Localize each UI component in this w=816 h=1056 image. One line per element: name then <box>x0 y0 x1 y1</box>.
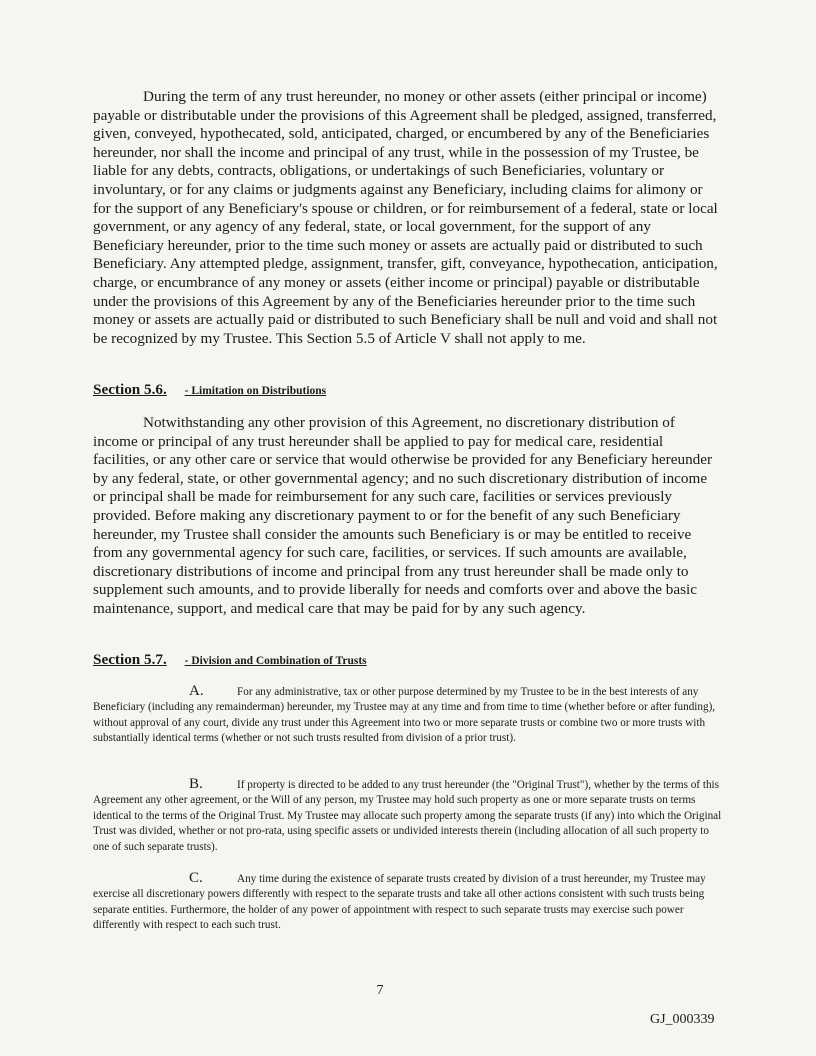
subsection-b-text: If property is directed to be added to any trust hereunder (the "Original Trust"), whether by the terms of this Agreement any other agreement, or the Will of any person, my Trustee may hold such property as one or more separate trusts on terms identical to the terms of the Original Trust. My Trustee may allocate such property among the separate trusts (if any) into which the Original Trust was divided, whether or not pro-rata, using specific assets or undivided interests therein (including allocation of all such property to one of such separate trusts). <box>93 779 722 853</box>
section-5-6-heading <box>93 381 326 400</box>
section-5-6-title: - Limitation on Distributions <box>184 385 327 397</box>
section-5-6-number: Section 5.6. <box>93 381 167 398</box>
subsection-a <box>93 684 723 747</box>
subsection-c-text: Any time during the existence of separate trusts created by division of a trust hereunder, my Trustee may exercise all discretionary powers differently with respect to the separate trusts and take all other actions consistent with such trusts being separate entities. Furthermore, the holder of any power of appointment with respect to such separate trusts may exercise such power differently with respect to each such trust. <box>93 873 706 932</box>
subsection-a-letter: A. <box>189 683 204 699</box>
subsection-c-letter: C. <box>189 870 203 886</box>
section-5-7-title: - Division and Combination of Trusts <box>184 655 367 667</box>
section-5-6-paragraph: Notwithstanding any other provision of this Agreement, no discretionary distribution of income or principal of any trust hereunder shall be applied to pay for medical care, residential facilities, or any other care or service that would otherwise be provided for any Beneficiary hereunder by any federal, state, or other governmental agency; and no such discretionary distribution of income or principal shall be made for reimbursement for any such care, facilities or services previously provided. Before making any discretionary payment to or for the benefit of any such Beneficiary hereunder, my Trustee shall consider the amounts such Beneficiary is or may be entitled to receive from any governmental agency for such care, facilities, or services. If such amounts are available, discretionary distributions of income and principal from any trust hereunder shall be made only to supplement such amounts, and to provide liberally for needs and comforts over and above the basic maintenance, support, and medical care that may be paid for by any such agency. <box>93 414 713 617</box>
subsection-b-letter: B. <box>189 776 203 792</box>
section-5-7-number: Section 5.7. <box>93 651 167 668</box>
subsection-a-text: For any administrative, tax or other purpose determined by my Trustee to be in the best interests of any Beneficiary (including any remainderman) hereunder, my Trustee may at any time and from time to time (whether before or after funding), without approval of any court, divide any trust under this Agreement into two or more separate trusts or combine two or more trusts with substantially identical terms (whether or not such trusts resulted from division of a prior trust). <box>93 686 716 745</box>
section-5-7-heading <box>93 651 367 670</box>
subsection-c <box>93 871 723 934</box>
page-number: 7 <box>376 983 384 998</box>
bates-number: GJ_000339 <box>650 1012 715 1027</box>
subsection-b <box>93 777 723 855</box>
section-5-5-paragraph: During the term of any trust hereunder, no money or other assets (either principal or income) payable or distributable under the provisions of this Agreement shall be pledged, assigned, transferred, given, conveyed, hypothecated, sold, anticipated, charged, or encumbered by any of the Beneficiaries hereunder, nor shall the income and principal of any trust, while in the possession of my Trustee, be liable for any debts, contracts, obligations, or undertakings of such Beneficiaries, voluntary or involuntary, or for any claims or judgments against any Beneficiary, including claims for alimony or for the support of any Beneficiary's spouse or children, or for reimbursement of a federal, state or local government, or any agency of any federal, state, or local government, for the support of any Beneficiary hereunder, prior to the time such money or assets are actually paid or distributed to such Beneficiary. Any attempted pledge, assignment, transfer, gift, conveyance, hypothecation, anticipation, charge, or encumbrance of any money or assets (either income or principal) payable or distributable under the provisions of this Agreement by any of the Beneficiaries hereunder prior to the time such money or assets are actually paid or distributed to such Beneficiary shall be null and void and shall not be recognized by my Trustee. This Section 5.5 of Article V shall not apply to me. <box>93 88 718 347</box>
